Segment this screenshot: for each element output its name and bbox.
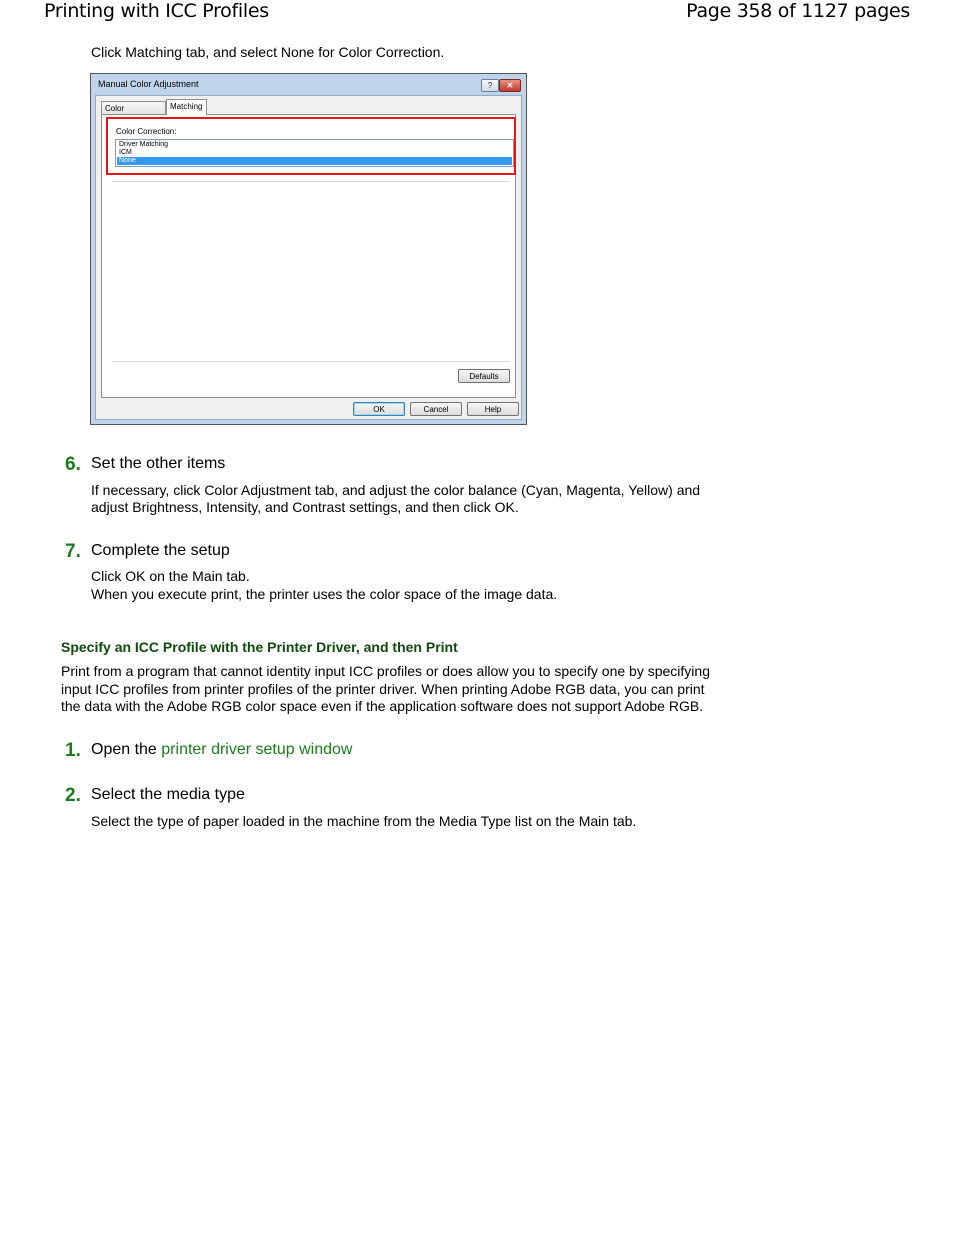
divider — [112, 181, 510, 182]
step-text: Click OK on the Main tab. — [91, 568, 250, 584]
dialog-title: Manual Color Adjustment — [98, 79, 199, 89]
step-title-prefix: Open the — [91, 741, 162, 758]
close-icon[interactable]: ✕ — [499, 79, 521, 92]
page-indicator: Page 358 of 1127 pages — [686, 0, 910, 22]
section-text: input ICC profiles from printer profiles of the printer driver. When printing Adobe RGB data, you can print — [61, 681, 705, 697]
step-number: 1. — [65, 740, 81, 761]
section-text: Print from a program that cannot identity input ICC profiles or does allow you to specify one by specifying — [61, 663, 710, 679]
step-text: adjust Brightness, Intensity, and Contrast settings, and then click OK. — [91, 499, 519, 515]
tab-matching[interactable]: Matching — [166, 99, 207, 115]
step-title: Complete the setup — [91, 542, 230, 559]
cancel-button[interactable]: Cancel — [410, 402, 462, 416]
document-title: Printing with ICC Profiles — [44, 0, 269, 22]
step-title: Set the other items — [91, 455, 226, 472]
manual-color-adjustment-dialog — [90, 73, 527, 425]
printer-driver-setup-link[interactable]: printer driver setup window — [161, 741, 353, 758]
ok-button[interactable]: OK — [353, 402, 405, 416]
color-correction-list[interactable] — [115, 139, 514, 167]
step-text: Select the type of paper loaded in the machine from the Media Type list on the Main tab. — [91, 813, 637, 829]
help-icon[interactable]: ? — [481, 79, 499, 92]
step-text: When you execute print, the printer uses the color space of the image data. — [91, 586, 558, 602]
color-correction-label: Color Correction: — [116, 127, 177, 136]
defaults-button[interactable]: Defaults — [458, 369, 510, 383]
step-title — [91, 741, 352, 759]
list-item-none-selected[interactable]: None — [117, 157, 512, 165]
step-number: 6. — [65, 454, 81, 475]
section-text: the data with the Adobe RGB color space even if the application software does not support Adobe RGB. — [61, 698, 704, 714]
dialog-body — [95, 95, 522, 420]
matching-panel — [101, 114, 516, 398]
step-number: 2. — [65, 785, 81, 806]
tab-color-adjustment[interactable]: Color — [101, 101, 166, 115]
step-text: If necessary, click Color Adjustment tab, and adjust the color balance (Cyan, Magenta, Yellow) and — [91, 482, 701, 498]
list-item-icm[interactable]: ICM — [119, 149, 132, 156]
page-header — [0, 0, 954, 26]
intro-text: Click Matching tab, and select None for Color Correction. — [91, 44, 445, 60]
help-button[interactable]: Help — [467, 402, 519, 416]
divider — [112, 361, 510, 362]
highlight-box — [106, 117, 516, 175]
list-item-driver-matching[interactable]: Driver Matching — [119, 141, 169, 148]
step-title: Select the media type — [91, 786, 245, 803]
step-number: 7. — [65, 541, 81, 562]
section-heading: Specify an ICC Profile with the Printer Driver, and then Print — [61, 639, 458, 655]
